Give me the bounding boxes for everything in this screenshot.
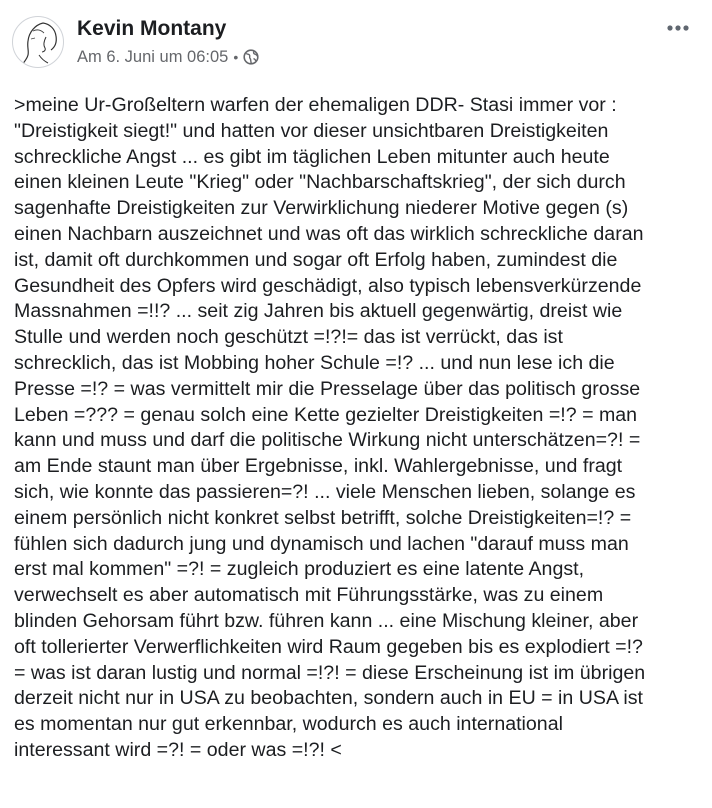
profile-sketch-icon — [13, 17, 64, 68]
more-horizontal-icon — [666, 24, 690, 32]
post-text: >meine Ur-Großeltern warfen der ehemaligen DDR- Stasi immer vor : "Dreistigkeit siegt!" und hatten vor dieser unsichtbaren Dreistigkeiten schreckliche Angst ... es gibt im täglichen Leben mitunter auch heute einen kleinen Leute "Krieg" oder "Nachbarschaftskrieg", der sich durch sagenhafte Dreistigkeiten zur Verwirklichung niederer Motive gegen (s) einen Nachbarn auszeichnet und was oft das wirklich schreckliche daran ist, damit oft durchkommen und sogar oft Erfolg haben, zumindest die Gesundheit des Opfers wird geschädigt, also typisch lebensverkürzende Massnahmen =!!? ... seit zig Jahren bis aktuell gegenwärtig, dreist wie Stulle und werden noch geschützt =!?!= das ist verrückt, das ist schrecklich, das ist Mobbing hoher Schule =!? ... und nun lese ich die Presse =!? = was vermittelt mir die Presselage über das politisch grosse Leben =??? = genau solch eine Kette gezielter Dreistigkeiten =!? = man kann und muss und darf die politische Wirkung nicht unterschätzen=?! = am Ende staunt man über Ergebnisse, inkl. Wahlergebnisse, und fragt sich, wie konnte das passieren=?! ... viele Menschen lieben, solange es einem persönlich nicht konkret selbst betrifft, solche Dreistigkeiten=!? = fühlen sich dadurch jung und dynamisch und lachen "darauf muss man erst mal kommen" =?! = zugleich produziert es eine latente Angst, verwechselt es aber automatisch mit Führungsstärke, was zu einem blinden Gehorsam führt bzw. führen kann ... eine Mischung kleiner, aber oft tollerierter Verwerflichkeiten wird Raum gegeben bis es explodiert =!? = was ist daran lustig und normal =!?! = diese Erscheinung ist im übrigen derzeit nicht nur in USA zu beobachten, sondern auch in EU = in USA ist es momentan nur gut erkennbar, wodurch es auch international interessant wird =?! = oder was =!?! < — [14, 94, 646, 761]
author-name[interactable]: Kevin Montany — [77, 17, 227, 40]
globe-icon[interactable] — [243, 49, 259, 65]
meta-separator: • — [233, 49, 239, 65]
avatar[interactable] — [12, 16, 64, 68]
post-header — [0, 0, 712, 80]
more-options-button[interactable] — [664, 18, 692, 38]
post-meta — [77, 47, 259, 67]
post-timestamp[interactable]: Am 6. Juni um 06:05 — [77, 47, 229, 66]
